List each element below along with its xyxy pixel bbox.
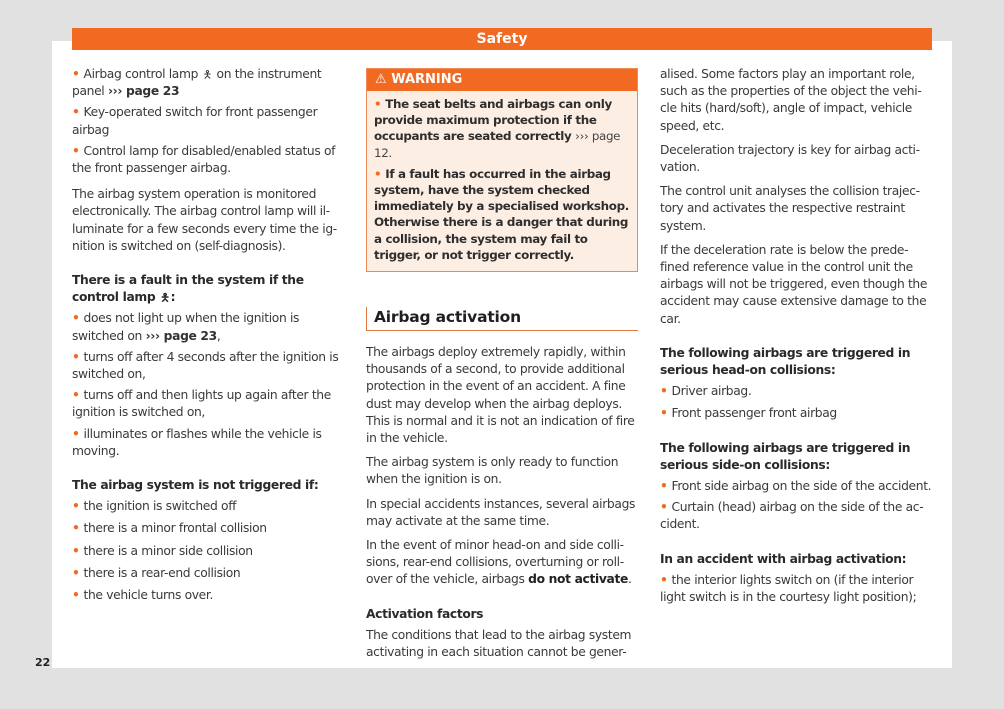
paragraph: The airbag system is only ready to function when the ignition is on. (366, 455, 619, 487)
list-item: • there is a minor frontal collision (72, 521, 267, 536)
subheading-head-on: The following airbags are triggered in serious head-on collisions: (660, 345, 911, 378)
bullet-icon: • (660, 479, 668, 494)
column-3 (660, 66, 932, 610)
bullet-icon: • (72, 349, 80, 364)
list-item: • there is a minor side collision (72, 543, 253, 558)
chapter-header (72, 28, 932, 50)
paragraph: alised. Some factors play an important role, such as the properties of the object the vehicle hits (hard/soft), angle of impact, vehicle speed, etc. (660, 67, 922, 133)
warning-item: • The seat belts and airbags can only provide maximum protection if the occupants are seated correctly ››› page 12. (374, 97, 621, 160)
bullet-icon: • (72, 311, 80, 326)
bullet-icon: • (72, 588, 80, 603)
paragraph: Deceleration trajectory is key for airbag activation. (660, 142, 921, 175)
warning-item: • If a fault has occurred in the airbag system, have the system checked immediately by a specialised workshop. Otherwise there is a danger that during a collision, the system may fail to trigger, or not trigger correctly. (374, 166, 629, 262)
bullet-icon: • (72, 67, 80, 81)
warning-body (367, 91, 637, 271)
bullet-icon: • (72, 543, 80, 558)
paragraph: The airbags deploy extremely rapidly, within thousands of a second, to provide additional protection in the event of an accident. A fine dust may develop when the airbag deploys. This is normal and it is not an indication of fire in the vehicle. (366, 345, 635, 446)
bullet-icon: • (72, 143, 80, 158)
subheading-accident: In an accident with airbag activation: (660, 551, 907, 566)
paragraph: The airbag system operation is monitored electronically. The airbag control lamp will illuminate for a few seconds every time the ignition is switched on (self-diagnosis). (72, 187, 338, 253)
warning-header: ⚠ WARNING (367, 69, 637, 91)
page-number: 22 (35, 656, 51, 669)
paragraph: In the event of minor head-on and side collisions, rear-end collisions, overturning or rollover of the vehicle, airbags do not activate. (366, 538, 632, 587)
paragraph: The control unit analyses the collision trajectory and activates the respective restraint system. (660, 184, 921, 233)
list-item: • illuminates or flashes while the vehicle is moving. (72, 426, 322, 458)
subheading-side-on: The following airbags are triggered in serious side-on collisions: (660, 440, 911, 472)
paragraph: The conditions that lead to the airbag system activating in each situation cannot be gener- (366, 627, 632, 660)
paragraph: In special accidents instances, several airbags may activate at the same time. (366, 496, 636, 528)
bullet-icon: • (660, 572, 668, 587)
list-item: • Airbag control lamp 🯅 on the instrument panel ››› page 23 (72, 67, 322, 99)
bullet-icon: • (72, 499, 80, 514)
bullet-icon: • (72, 521, 80, 536)
list-item: • turns off after 4 seconds after the ignition is switched on, (72, 349, 339, 382)
warning-box (366, 68, 638, 272)
list-item: • there is a rear-end collision (72, 565, 241, 580)
list-item: • the vehicle turns over. (72, 588, 214, 603)
airbag-lamp-icon: 🯅 (202, 68, 212, 81)
paragraph: If the deceleration rate is below the predefined reference value in the control unit the airbags will not be triggered, even though the accident may cause extensive damage to the car. (660, 242, 928, 326)
airbag-lamp-icon: 🯅 (160, 291, 170, 305)
bullet-icon: • (660, 384, 668, 399)
list-item: • the ignition is switched off (72, 499, 237, 514)
list-item: • Front passenger front airbag (660, 406, 837, 421)
bullet-icon: • (72, 565, 80, 580)
bullet-icon: • (660, 500, 668, 515)
page-link[interactable]: ››› page 23 (145, 328, 217, 343)
subheading-activation-factors: Activation factors (366, 606, 484, 621)
subheading-fault: There is a fault in the system if the control lamp 🯅: (72, 272, 344, 306)
list-item: • Key-operated switch for front passenger airbag (72, 105, 318, 137)
list-item: • Curtain (head) airbag on the side of the accident. (660, 500, 924, 532)
list-item: • Control lamp for disabled/enabled status of the front passenger airbag. (72, 143, 336, 176)
bullet-icon: • (374, 97, 382, 111)
subheading-not-triggered: The airbag system is not triggered if: (72, 478, 319, 493)
bullet-icon: • (72, 388, 80, 403)
section-title: Airbag activation (366, 307, 638, 331)
page-link[interactable]: ››› page 23 (107, 84, 180, 99)
list-item: • the interior lights switch on (if the interior light switch is in the courtesy light position); (660, 572, 917, 605)
list-item: • Front side airbag on the side of the accident. (660, 479, 932, 494)
chapter-title: Safety (476, 31, 528, 47)
bullet-icon: • (374, 166, 382, 181)
bullet-icon: • (72, 105, 80, 120)
bullet-icon: • (660, 406, 668, 421)
list-item: • turns off and then lights up again after the ignition is switched on, (72, 388, 331, 420)
column-2 (366, 68, 638, 668)
bullet-icon: • (72, 426, 80, 441)
list-item: • does not light up when the ignition is switched on ››› page 23, (72, 311, 300, 343)
page-link[interactable]: ››› page 12. (374, 129, 621, 160)
column-1 (72, 66, 344, 609)
warning-triangle-icon: ⚠ (375, 72, 387, 87)
list-item: • Driver airbag. (660, 384, 752, 399)
